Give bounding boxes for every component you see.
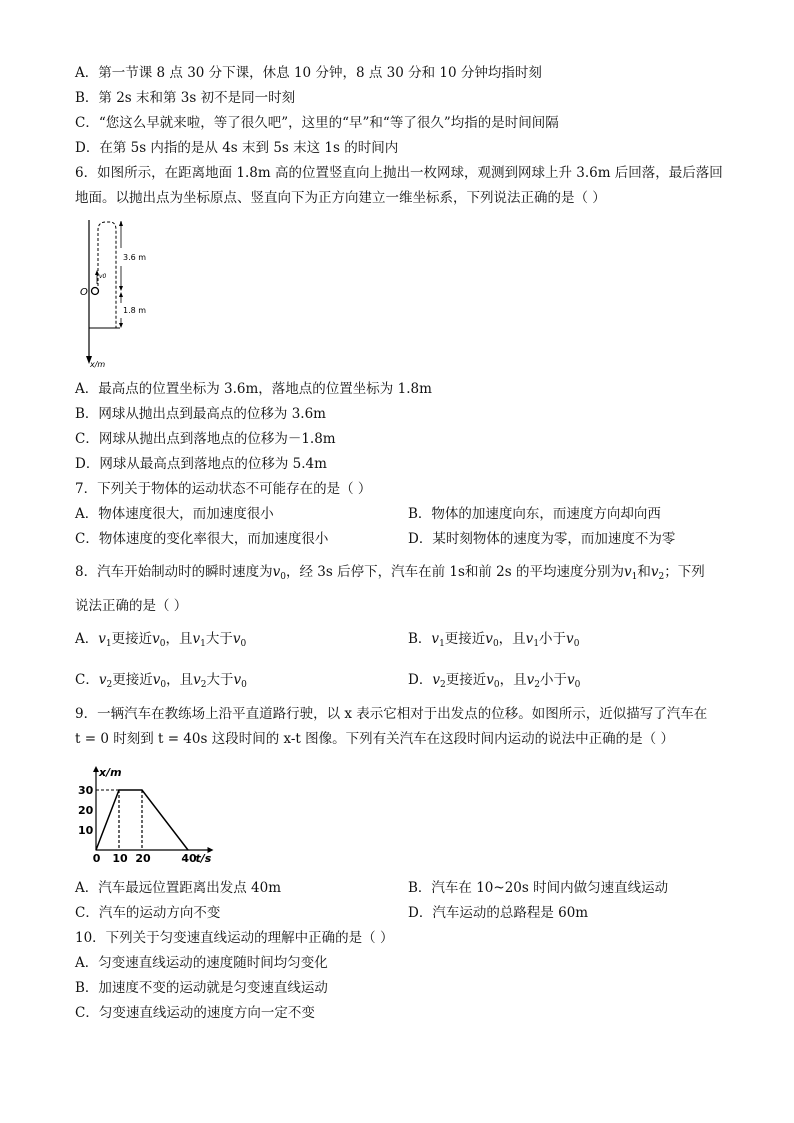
q6-option-a: A．最高点的位置坐标为 3.6m，落地点的位置坐标为 1.8m [75, 381, 432, 397]
q8-option-b: B．$v_1$更接近$v_0$，且$v_1$小于$v_0$ [408, 631, 580, 649]
q5-option-c: C．“您这么早就来啦，等了很久吧”，这里的“早”和“等了很久”均指的是时间间隔 [75, 115, 559, 131]
q8-stem-line2: 说法正确的是（ ） [75, 598, 188, 614]
x-tick-label: 40 [181, 852, 197, 864]
origin-label: O [80, 287, 88, 298]
rise-height-label: 3.6 m [123, 253, 147, 262]
q10-option-a: A．匀变速直线运动的速度随时间均匀变化 [75, 955, 328, 971]
q7-option-c: C．物体速度的变化率很大，而加速度很小 [75, 531, 329, 547]
q7-option-b: B．物体的加速度向东，而速度方向却向西 [408, 506, 661, 522]
q8-stem-line1: 8．汽车开始制动时的瞬时速度为$v_0$，经 3s 后停下，汽车在前 1s和前 2s 的平均速度分别为$v_1$和$v_2$；下列 [75, 564, 705, 582]
q7-option-d: D．某时刻物体的速度为零，而加速度不为零 [408, 531, 676, 547]
q10-option-c: C．匀变速直线运动的速度方向一定不变 [75, 1005, 315, 1021]
q6-option-c: C．网球从抛出点到落地点的位移为－1.8m [75, 431, 336, 447]
y-tick-label: 30 [78, 784, 94, 797]
x-axis-label: t/s [195, 852, 212, 864]
axis-label-x: x/m [90, 360, 106, 369]
ball-icon [92, 288, 99, 295]
q6-stem-line2: 地面。以抛出点为坐标原点、竖直向下为正方向建立一维坐标系，下列说法正确的是（ ） [75, 190, 606, 206]
x-tick-label: 10 [112, 852, 128, 864]
q7-stem: 7．下列关于物体的运动状态不可能存在的是（ ） [75, 481, 372, 497]
q8-option-c: C．$v_2$更接近$v_0$，且$v_2$大于$v_0$ [75, 672, 247, 690]
x-tick-label: 20 [135, 852, 151, 864]
xt-chart [76, 760, 226, 864]
data-point-0 [95, 849, 96, 850]
q7-option-a: A．物体速度很大，而加速度很小 [75, 506, 274, 522]
q9-option-d: D．汽车运动的总路程是 60m [408, 905, 589, 921]
q5-option-a: A．第一节课 8 点 30 分下课，休息 10 分钟，8 点 30 分和 10 分钟均指时刻 [75, 65, 542, 81]
y-axis-label: x/m [99, 766, 122, 779]
x-tick-label: 0 [92, 852, 101, 864]
q6-option-d: D．网球从最高点到落地点的位移为 5.4m [75, 456, 327, 472]
v0-label: v0 [99, 273, 107, 280]
q10-stem: 10．下列关于匀变速直线运动的理解中正确的是（ ） [75, 930, 394, 946]
data-point-3 [187, 849, 188, 850]
q8-option-d: D．$v_2$更接近$v_0$，且$v_2$小于$v_0$ [408, 672, 581, 690]
q9-stem-line2: t = 0 时刻到 t = 40s 这段时间的 x-t 图像。下列有关汽车在这段时间内运动的说法中正确的是（ ） [75, 731, 674, 747]
data-point-1 [118, 789, 119, 790]
q9-option-b: B．汽车在 10~20s 时间内做匀速直线运动 [408, 880, 669, 896]
q5-option-b: B．第 2s 末和第 3s 初不是同一时刻 [75, 90, 296, 106]
q10-option-b: B．加速度不变的运动就是匀变速直线运动 [75, 980, 328, 996]
q9-option-a: A．汽车最远位置距离出发点 40m [75, 880, 282, 896]
data-point-2 [141, 789, 142, 790]
q6-figure [80, 218, 160, 370]
y-tick-label: 10 [78, 824, 94, 837]
q8-option-a: A．$v_1$更接近$v_0$，且$v_1$大于$v_0$ [75, 631, 247, 649]
q9-stem-line1: 9．一辆汽车在教练场上沿平直道路行驶，以 x 表示它相对于出发点的位移。如图所示，近似描写了汽车在 [75, 706, 708, 722]
y-tick-label: 20 [78, 804, 94, 817]
launch-height-label: 1.8 m [123, 306, 147, 315]
q6-option-b: B．网球从抛出点到最高点的位移为 3.6m [75, 406, 326, 422]
q9-option-c: C．汽车的运动方向不变 [75, 905, 221, 921]
q5-option-d: D．在第 5s 内指的是从 4s 末到 5s 末这 1s 的时间内 [75, 140, 399, 156]
q6-stem-line1: 6．如图所示，在距离地面 1.8m 高的位置竖直向上抛出一枚网球，观测到网球上升 3.6m 后回落，最后落回 [75, 165, 723, 181]
